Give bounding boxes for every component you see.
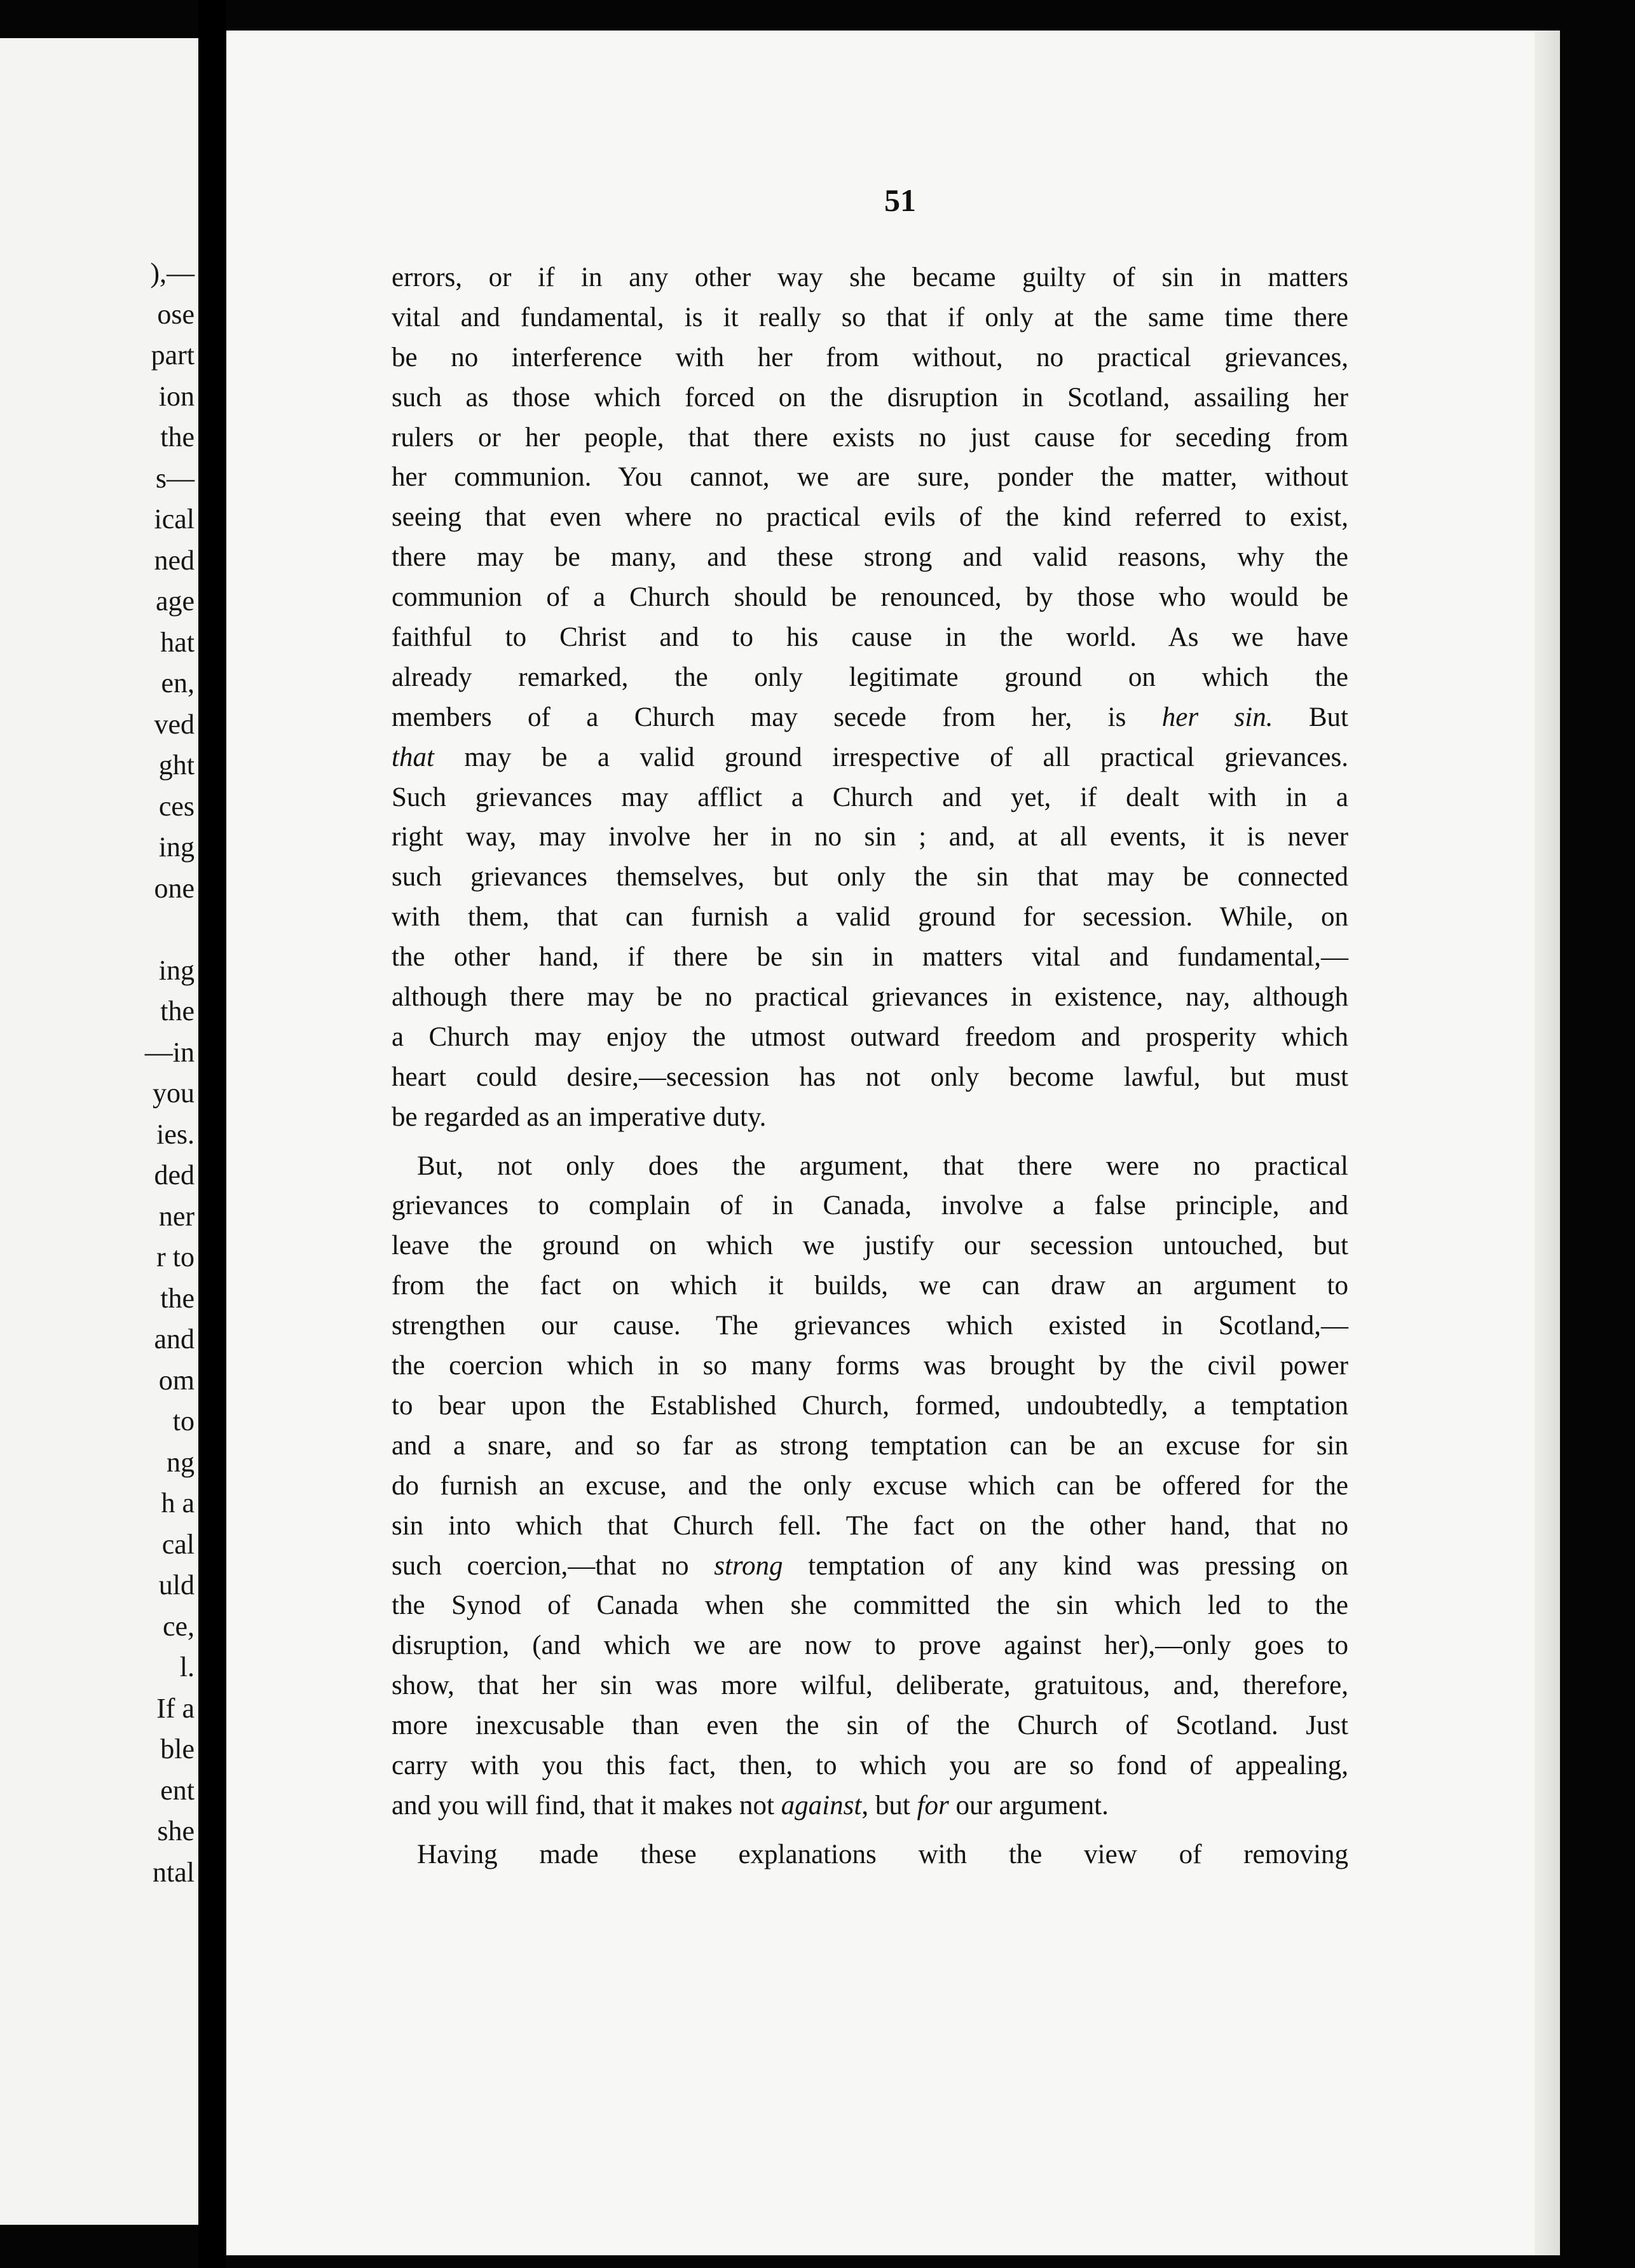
left-page-fragment: ose	[157, 298, 195, 330]
left-page-fragment: the	[160, 995, 195, 1027]
left-page-fragment: she	[157, 1815, 195, 1847]
emphasis: that	[392, 742, 434, 772]
left-page-fragment: ble	[160, 1733, 195, 1765]
left-page-fragment: age	[155, 585, 195, 617]
text-line: communion of a Church should be renounced, by those who would be	[392, 582, 1348, 613]
text-line: Such grievances may afflict a Church and yet, if dealt with in a	[392, 782, 1348, 812]
left-page-fragment: the	[160, 1282, 195, 1314]
text-line: errors, or if in any other way she became guilty of sin in matters	[392, 263, 1348, 292]
left-page-fragment: you	[153, 1077, 195, 1109]
text-line: the coercion which in so many forms was brought by the civil power	[392, 1351, 1348, 1381]
left-page-fragment: hat	[160, 626, 195, 658]
left-page-edge	[0, 38, 198, 2225]
emphasis: strong	[714, 1550, 783, 1581]
text-line: more inexcusable than even the sin of the Church of Scotland. Just	[392, 1711, 1348, 1741]
paragraph-1-continued	[392, 778, 1348, 1138]
left-page-fragment: h a	[161, 1487, 195, 1519]
left-page-fragment: ved	[154, 708, 195, 740]
left-page-fragment: ical	[154, 503, 195, 535]
text-line: although there may be no practical grievances in existence, nay, although	[392, 982, 1348, 1013]
text-line: show, that her sin was more wilful, deliberate, gratuitous, and, therefore,	[392, 1670, 1348, 1701]
text-line: the Synod of Canada when she committed the sin which led to the	[392, 1590, 1348, 1621]
left-page-fragment	[0, 909, 198, 950]
text-line: do furnish an excuse, and the only excuse which can be offered for the	[392, 1470, 1348, 1501]
left-page-fragment: ntal	[153, 1856, 195, 1888]
left-page-fragment: ing	[158, 831, 195, 863]
text-line: carry with you this fact, then, to which you are so fond of appealing,	[392, 1750, 1348, 1780]
text-line: leave the ground on which we justify our secession untouched, but	[392, 1231, 1348, 1261]
left-page-fragment: the	[160, 421, 195, 453]
left-page-fragment: ner	[158, 1200, 195, 1232]
text-line: a Church may enjoy the utmost outward freedom and prosperity which	[392, 1021, 1348, 1052]
left-page-fragment: cal	[161, 1528, 195, 1560]
text-line: with them, that can furnish a valid ground for secession. While, on	[392, 902, 1348, 932]
text-line: But, not only does the argument, that there were no practical	[417, 1151, 1348, 1181]
text-line: be regarded as an imperative duty.	[392, 1102, 767, 1132]
text-line: her communion. You cannot, we are sure, ponder the matter, without	[392, 462, 1348, 493]
text-line: heart could desire,—secession has not only become lawful, but must	[392, 1062, 1348, 1092]
left-page-fragment: part	[151, 339, 195, 371]
text-line: such grievances themselves, but only the sin that may be connected	[392, 862, 1348, 892]
text-line: the other hand, if there be sin in matters vital and fundamental,—	[392, 942, 1348, 973]
left-page-fragment: ies.	[156, 1118, 195, 1150]
paragraph-gap	[392, 1138, 1348, 1147]
left-page-fragment: ce,	[162, 1610, 195, 1642]
left-page-fragment: to	[172, 1405, 195, 1437]
text-line: such coercion,—that no strong temptation of any kind was pressing on	[392, 1550, 1348, 1581]
paragraph-3	[392, 1835, 1348, 1875]
text-line: disruption, (and which we are now to prove against her),—only goes to	[392, 1630, 1348, 1661]
text-line: and you will find, that it makes not against, but for our argument.	[392, 1790, 1109, 1821]
paragraph-1	[392, 258, 1348, 698]
left-page-fragment: ces	[158, 790, 195, 822]
text-line: sin into which that Church fell. The fact on the other hand, that no	[392, 1510, 1348, 1541]
left-page-fragment: ded	[154, 1159, 195, 1191]
text-line: strengthen our cause. The grievances which existed in Scotland,—	[392, 1311, 1348, 1341]
left-page-fragment: ent	[160, 1774, 195, 1806]
left-page-fragment: ion	[158, 380, 195, 412]
text-line: seeing that even where no practical evils of the kind referred to exist,	[392, 502, 1348, 533]
left-page-fragment: ),—	[150, 257, 195, 289]
left-page-fragment: en,	[161, 667, 195, 699]
paragraph-2-continued	[392, 1586, 1348, 1786]
left-page-fragment: and	[154, 1323, 195, 1355]
text-line: grievances to complain of in Canada, involve a false principle, and	[392, 1191, 1348, 1221]
emphasis: against	[781, 1790, 862, 1821]
text-line: Having made these explanations with the view of removing	[417, 1839, 1348, 1869]
text-line: from the fact on which it builds, we can draw an argument to	[392, 1271, 1348, 1301]
text-line: members of a Church may secede from her, is her sin. But	[392, 702, 1349, 732]
page-edge-shadow	[1535, 31, 1560, 2255]
body-text	[392, 258, 1348, 1875]
text-line: and a snare, and so far as strong temptation can be an excuse for sin	[392, 1430, 1348, 1461]
left-page-fragment: ng	[167, 1446, 195, 1478]
text-line: already remarked, the only legitimate ground on which the	[392, 662, 1348, 692]
page-number: 51	[884, 182, 916, 218]
text-line: such as those which forced on the disruption in Scotland, assailing her	[392, 382, 1348, 413]
text-line: be no interference with her from without, no practical grievances,	[392, 342, 1348, 372]
left-page-fragment: r to	[156, 1241, 195, 1273]
text-line: right way, may involve her in no sin ; and, at all events, it is never	[392, 822, 1348, 852]
emphasis: her sin.	[1161, 702, 1273, 732]
paragraph-gap	[392, 1826, 1348, 1835]
left-page-fragment: If a	[156, 1692, 195, 1724]
emphasis: for	[917, 1790, 949, 1821]
text-line: vital and fundamental, is it really so that if only at the same time there	[392, 302, 1348, 332]
left-page-fragment: —in	[144, 1036, 195, 1068]
left-page-fragment: s—	[155, 462, 195, 494]
paragraph-2	[392, 1147, 1348, 1547]
left-page-fragment: ing	[158, 954, 195, 986]
left-page-fragment: l.	[179, 1651, 195, 1683]
left-page-fragment: ned	[154, 544, 195, 576]
text-line: rulers or her people, that there exists no just cause for seceding from	[392, 422, 1348, 453]
left-page-fragment: uld	[158, 1569, 195, 1601]
text-line: to bear upon the Established Church, formed, undoubtedly, a temptation	[392, 1390, 1348, 1421]
text-line: that may be a valid ground irrespective of all practical grievances.	[392, 742, 1348, 772]
left-page-fragment: ght	[158, 749, 195, 781]
left-page-fragment: one	[154, 872, 195, 904]
text-line: faithful to Christ and to his cause in the world. As we have	[392, 622, 1348, 653]
left-page-text-fragments	[0, 253, 198, 1893]
text-line: there may be many, and these strong and valid reasons, why the	[392, 542, 1348, 573]
left-page-fragment: om	[158, 1364, 195, 1396]
right-page	[226, 31, 1560, 2255]
book-gutter	[198, 0, 226, 2268]
